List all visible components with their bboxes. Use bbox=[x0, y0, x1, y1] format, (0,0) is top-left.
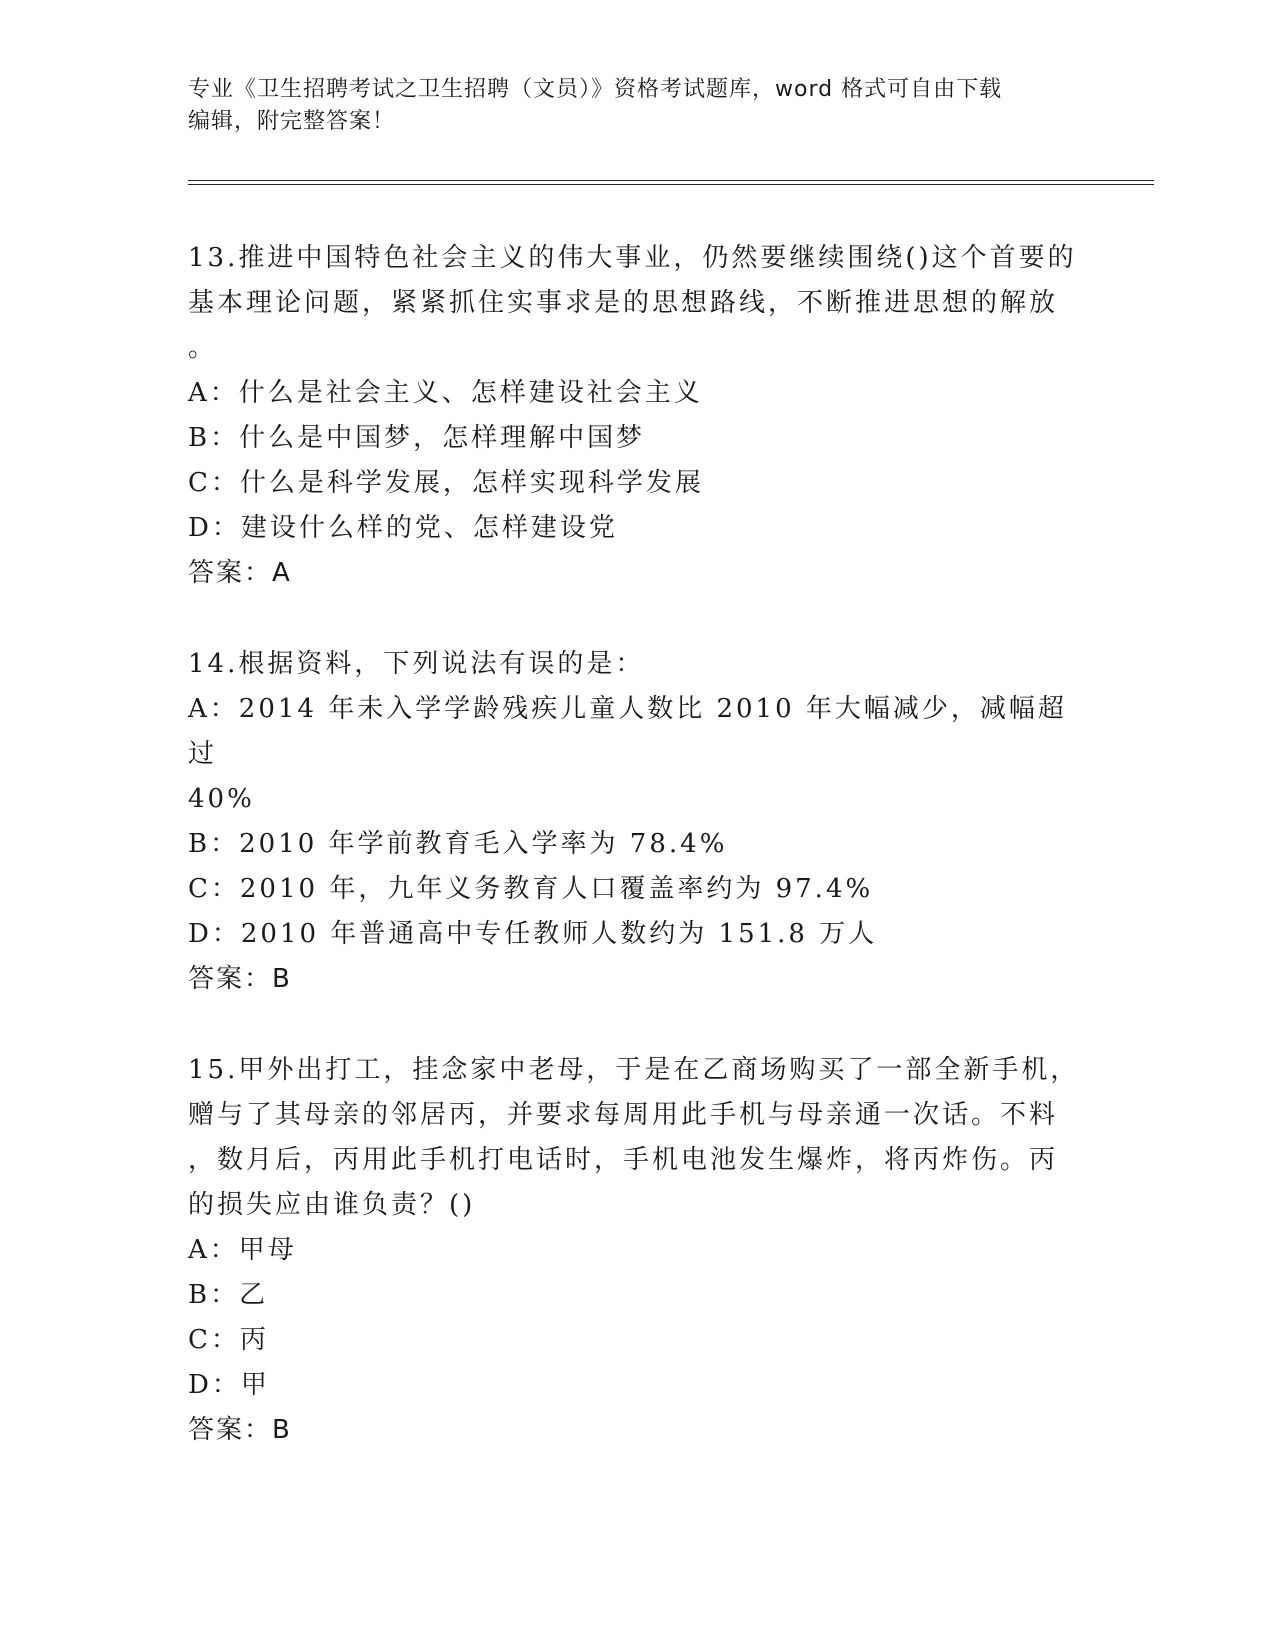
question-line: 14.根据资料，下列说法有误的是： bbox=[188, 649, 645, 679]
option-d: D：建设什么样的党、怎样建设党 bbox=[188, 513, 618, 543]
question-text bbox=[188, 642, 1088, 687]
header-line-1: 专业《卫生招聘考试之卫生招聘（文员）》资格考试题库，word 格式可自由下载 bbox=[188, 77, 1003, 102]
option-c: C：2010 年，九年义务教育人口覆盖率约为 97.4% bbox=[188, 874, 874, 904]
question-15 bbox=[188, 1048, 1088, 1453]
option-d: D：2010 年普通高中专任教师人数约为 151.8 万人 bbox=[188, 919, 878, 949]
question-text bbox=[188, 236, 1088, 371]
document-header bbox=[188, 74, 1068, 138]
option-b: B：2010 年学前教育毛入学率为 78.4% bbox=[188, 829, 728, 859]
option-a: A：甲母 bbox=[188, 1235, 297, 1265]
option-a: A：2014 年未入学学龄残疾儿童人数比 2010 年大幅减少，减幅超过 bbox=[188, 694, 1067, 769]
question-line: 赠与了其母亲的邻居丙，并要求每周用此手机与母亲通一次话。不料 bbox=[188, 1100, 1059, 1130]
option-c: C：丙 bbox=[188, 1325, 269, 1355]
option-a: A：什么是社会主义、怎样建设社会主义 bbox=[188, 378, 703, 408]
option-b: B：什么是中国梦，怎样理解中国梦 bbox=[188, 423, 646, 453]
question-list bbox=[188, 236, 1088, 1499]
option-d: D：甲 bbox=[188, 1370, 270, 1400]
answer: 答案：B bbox=[188, 1415, 292, 1445]
question-14 bbox=[188, 642, 1088, 1002]
question-line: ，数月后，丙用此手机打电话时，手机电池发生爆炸，将丙炸伤。丙 bbox=[188, 1145, 1059, 1175]
header-line-2: 编辑，附完整答案！ bbox=[188, 109, 396, 134]
answer: 答案：A bbox=[188, 558, 292, 588]
option-c: C：什么是科学发展，怎样实现科学发展 bbox=[188, 468, 704, 498]
question-line: 。 bbox=[188, 333, 218, 363]
header-divider-bottom bbox=[188, 184, 1154, 185]
header-divider-top bbox=[188, 180, 1154, 181]
question-line: 基本理论问题，紧紧抓住实事求是的思想路线，不断推进思想的解放 bbox=[188, 288, 1059, 318]
option-a-continued: 40% bbox=[188, 784, 255, 814]
option-b: B：乙 bbox=[188, 1280, 269, 1310]
question-line: 13.推进中国特色社会主义的伟大事业，仍然要继续围绕()这个首要的 bbox=[188, 243, 1077, 273]
answer: 答案：B bbox=[188, 964, 292, 994]
question-line: 的损失应由谁负责？() bbox=[188, 1190, 476, 1220]
question-text bbox=[188, 1048, 1088, 1228]
question-13 bbox=[188, 236, 1088, 596]
question-line: 15.甲外出打工，挂念家中老母，于是在乙商场购买了一部全新手机， bbox=[188, 1055, 1080, 1085]
